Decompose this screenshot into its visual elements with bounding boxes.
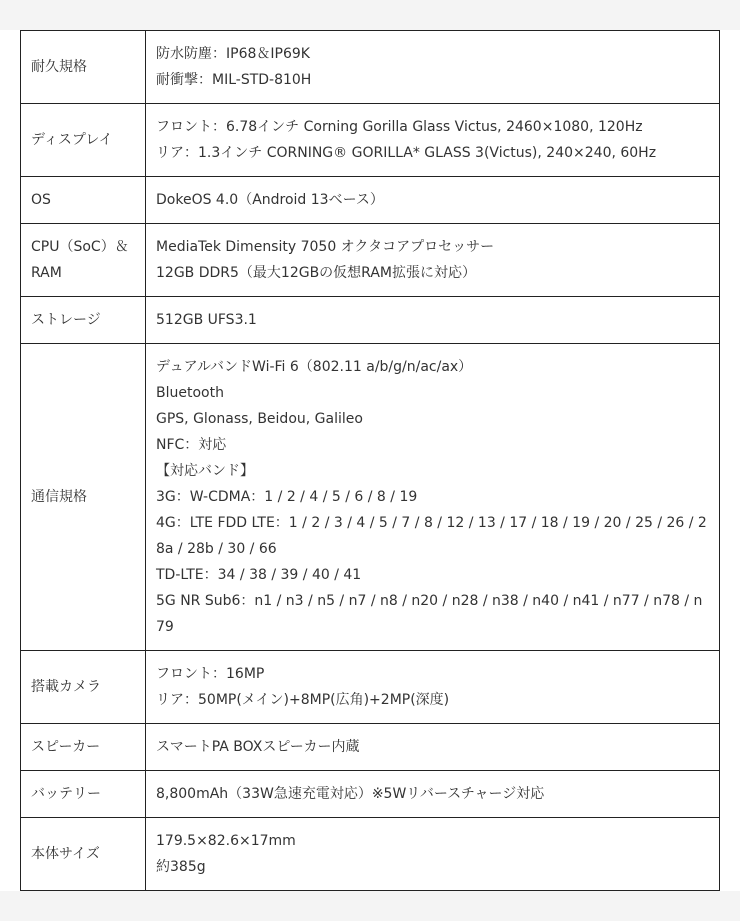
spec-value-line: リア：50MP(メイン)+8MP(広角)+2MP(深度) (156, 692, 450, 708)
spec-value-line: TD-LTE：34 / 38 / 39 / 40 / 41 (156, 567, 362, 583)
spec-row (21, 818, 720, 891)
spec-value-line: 512GB UFS3.1 (156, 312, 257, 328)
spec-row (21, 344, 720, 651)
spec-value-line: 12GB DDR5（最大12GBの仮想RAM拡張に対応） (156, 265, 476, 281)
spec-value (146, 31, 720, 104)
spec-row (21, 224, 720, 297)
spec-value-line: フロント：6.78インチ Corning Gorilla Glass Victus, 2460×1080, 120Hz (156, 119, 643, 135)
spec-value-line: デュアルバンドWi-Fi 6（802.11 a/b/g/n/ac/ax） (156, 359, 473, 375)
spec-value (146, 297, 720, 344)
spec-value (146, 818, 720, 891)
spec-label: 通信規格 (21, 344, 146, 651)
spec-value-line: 防水防塵：IP68＆IP69K (156, 46, 310, 62)
spec-value-line: GPS, Glonass, Beidou, Galileo (156, 411, 363, 427)
spec-table (20, 30, 720, 891)
spec-row (21, 771, 720, 818)
spec-table-body (21, 31, 720, 891)
spec-label: 耐久規格 (21, 31, 146, 104)
spec-value-line: MediaTek Dimensity 7050 オクタコアプロセッサー (156, 239, 495, 255)
spec-row (21, 651, 720, 724)
spec-value-line: NFC：対応 (156, 437, 227, 453)
spec-label: ストレージ (21, 297, 146, 344)
spec-label: 搭載カメラ (21, 651, 146, 724)
spec-value (146, 771, 720, 818)
spec-value (146, 224, 720, 297)
spec-value-line: 179.5×82.6×17mm (156, 833, 296, 849)
spec-value (146, 344, 720, 651)
spec-row (21, 177, 720, 224)
spec-value-line: 4G：LTE FDD LTE：1 / 2 / 3 / 4 / 5 / 7 / 8 / 12 / 13 / 17 / 18 / 19 / 20 / 25 / 26 / 28a / 28b / 30 / 66 (156, 515, 707, 557)
spec-row (21, 724, 720, 771)
spec-row (21, 31, 720, 104)
spec-label: バッテリー (21, 771, 146, 818)
spec-label: ディスプレイ (21, 104, 146, 177)
spec-label: CPU（SoC）＆RAM (21, 224, 146, 297)
spec-value-line: スマートPA BOXスピーカー内蔵 (156, 739, 360, 755)
spec-value (146, 177, 720, 224)
spec-value (146, 104, 720, 177)
spec-value-line: 約385g (156, 859, 206, 875)
spec-row (21, 104, 720, 177)
spec-value-line: リア：1.3インチ CORNING® GORILLA* GLASS 3(Victus), 240×240, 60Hz (156, 145, 657, 161)
spec-value-line: 耐衝撃：MIL-STD-810H (156, 72, 312, 88)
spec-value (146, 651, 720, 724)
spec-value-line: 【対応バンド】 (156, 463, 254, 479)
spec-value-line: フロント：16MP (156, 666, 265, 682)
spec-value (146, 724, 720, 771)
spec-page (0, 30, 740, 891)
spec-label: スピーカー (21, 724, 146, 771)
spec-value-line: Bluetooth (156, 385, 224, 401)
spec-label: 本体サイズ (21, 818, 146, 891)
spec-value-line: 3G：W-CDMA：1 / 2 / 4 / 5 / 6 / 8 / 19 (156, 489, 418, 505)
spec-value-line: 5G NR Sub6：n1 / n3 / n5 / n7 / n8 / n20 / n28 / n38 / n40 / n41 / n77 / n78 / n79 (156, 593, 703, 635)
spec-value-line: 8,800mAh（33W急速充電対応）※5Wリバースチャージ対応 (156, 786, 545, 802)
spec-label: OS (21, 177, 146, 224)
spec-row (21, 297, 720, 344)
spec-value-line: DokeOS 4.0（Android 13ベース） (156, 192, 384, 208)
